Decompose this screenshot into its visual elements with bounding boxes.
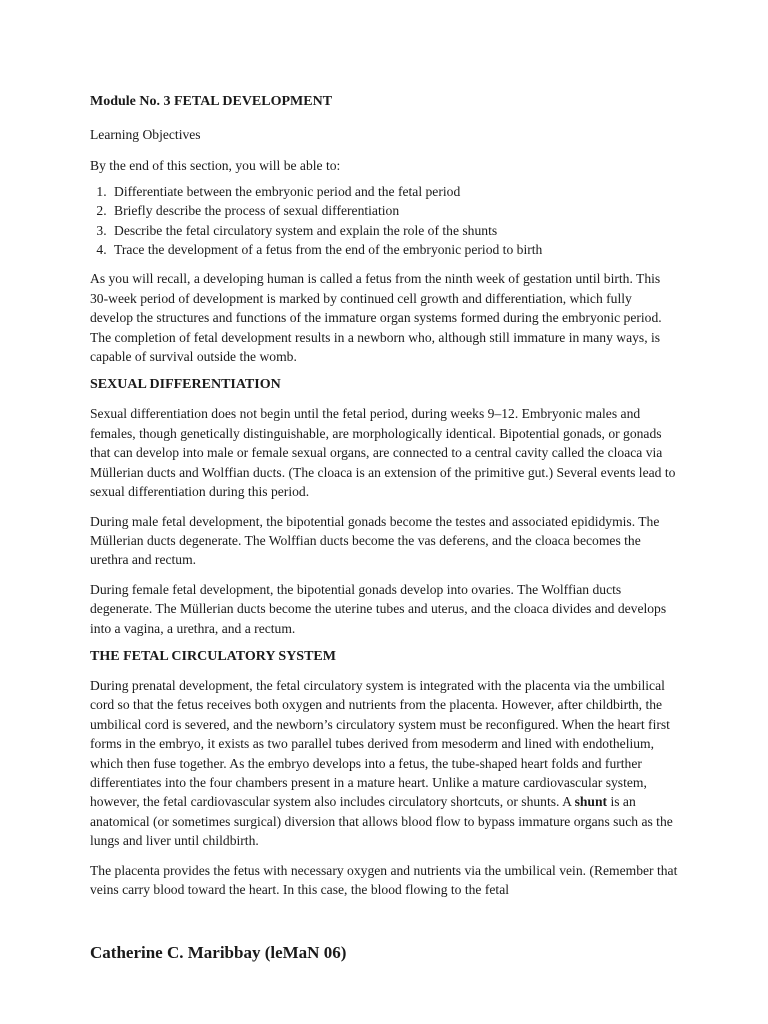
author-footer: Catherine C. Maribbay (leMaN 06) bbox=[90, 943, 347, 962]
paragraph-placenta: The placenta provides the fetus with necessary oxygen and nutrients via the umbilical vein. (Remember that veins carry blood toward the heart. In this case, the blood flowing to the fetal bbox=[90, 862, 678, 897]
paragraph-circulatory-system bbox=[90, 676, 678, 851]
objectives-list bbox=[90, 182, 678, 260]
document-body bbox=[90, 93, 678, 909]
section-heading-sexual-differentiation: SEXUAL DIFFERENTIATION bbox=[90, 377, 281, 393]
paragraph-text: is an anatomical (or sometimes surgical) diversion that allows blood flow to bypass immature organs such as the lungs and liver until childbirth. bbox=[90, 794, 673, 849]
objective-item: 3. Describe the fetal circulatory system and explain the role of the shunts bbox=[110, 221, 678, 240]
paragraph-intro: As you will recall, a developing human is called a fetus from the ninth week of gestation until birth. This 30-week period of development is marked by continued cell growth and differentiation, which fully develop the structures and functions of the immature organ systems formed during the embryonic period. The completion of fetal development results in a newborn who, although still immature in many ways, is capable of survival outside the womb. bbox=[90, 271, 662, 365]
term-shunt: shunt bbox=[574, 794, 608, 810]
learning-objectives-label: Learning Objectives bbox=[90, 127, 201, 142]
objectives-intro: By the end of this section, you will be able to: bbox=[90, 158, 341, 174]
module-title: Module No. 3 FETAL DEVELOPMENT bbox=[90, 94, 333, 109]
objective-item: 2. Briefly describe the process of sexual differentiation bbox=[110, 201, 678, 220]
paragraph-sexual-differentiation: Sexual differentiation does not begin until the fetal period, during weeks 9–12. Embryonic males and females, though genetically distinguishable, are morphologically identical. Bipotential gonads, or gonads that can develop into male or female sexual organs, are connected to a central cavity called the cloaca via Müllerian ducts and Wolffian ducts. (The cloaca is an extension of the primitive gut.) Several events lead to sexual differentiation during this period. bbox=[90, 406, 676, 500]
paragraph-male-development: During male fetal development, the bipotential gonads become the testes and associated epididymis. The Müllerian ducts degenerate. The Wolffian ducts become the vas deferens, and the cloaca becomes the urethra and rectum. bbox=[90, 513, 660, 568]
paragraph-female-development: During female fetal development, the bipotential gonads develop into ovaries. The Wolffian ducts degenerate. The Müllerian ducts become the uterine tubes and uterus, and the cloaca divides and develops into a vagina, a urethra, and a rectum. bbox=[90, 581, 667, 636]
objective-item: 4. Trace the development of a fetus from the end of the embryonic period to birth bbox=[110, 240, 678, 259]
section-heading-fetal-circulatory: THE FETAL CIRCULATORY SYSTEM bbox=[90, 648, 336, 664]
paragraph-text: During prenatal development, the fetal circulatory system is integrated with the placenta via the umbilical cord so that the fetus receives both oxygen and nutrients from the placenta. However, after childbirth, the umbilical cord is severed, and the newborn’s circulatory system must be reconfigured. When the heart first forms in the embryo, it exists as two parallel tubes derived from mesoderm and lined with endothelium, which then fuse together. As the embryo develops into a fetus, the tube-shaped heart folds and further differentiates into the four chambers present in a mature heart. Unlike a mature cardiovascular system, however, the fetal cardiovascular system also includes circulatory shortcuts, or shunts. A bbox=[90, 677, 670, 810]
objective-item: 1. Differentiate between the embryonic period and the fetal period bbox=[110, 182, 678, 201]
